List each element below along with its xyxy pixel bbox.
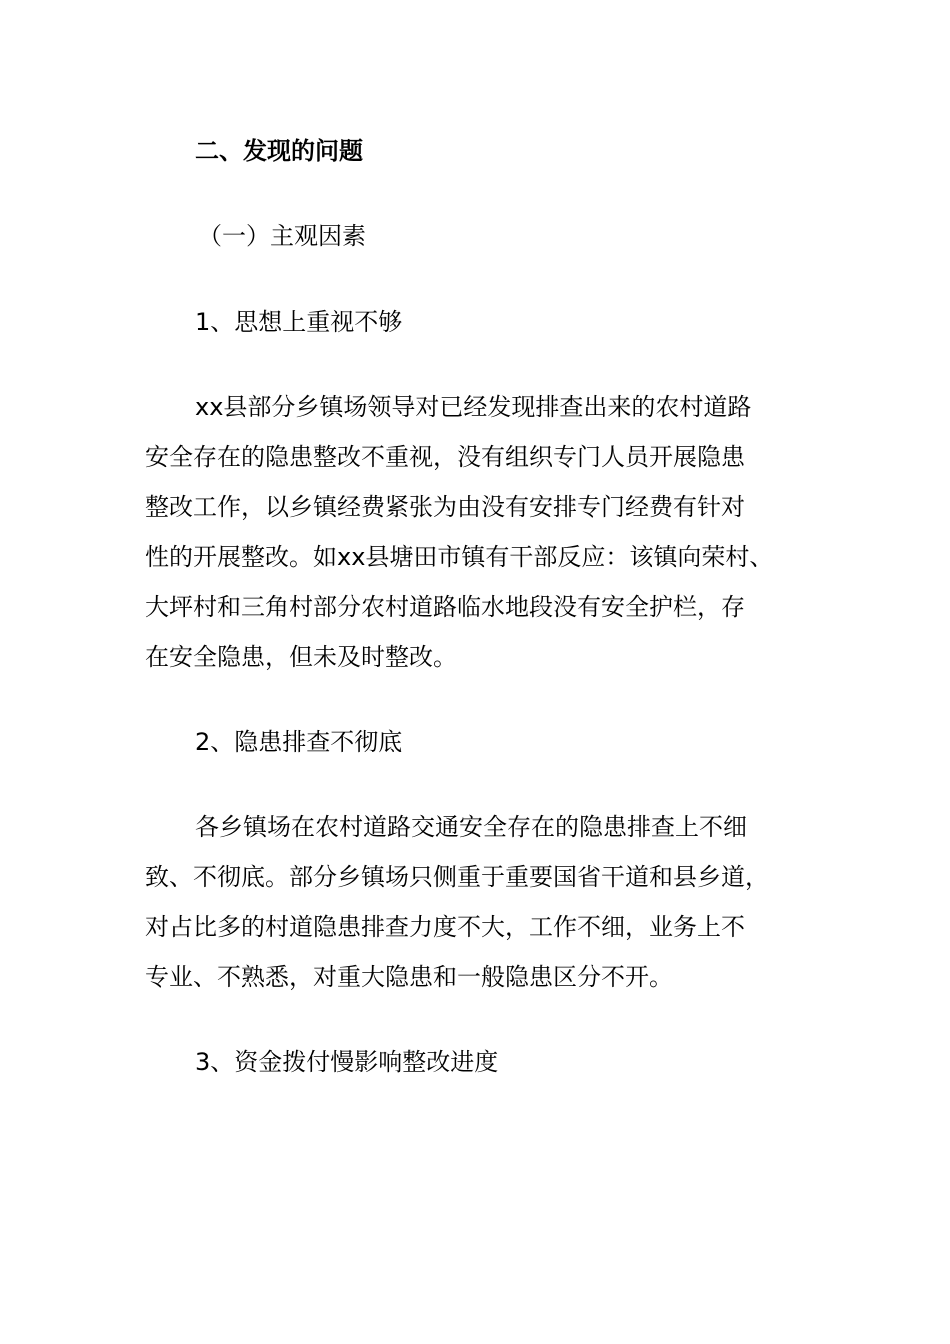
paragraph-line: 整改工作，以乡镇经费紧张为由没有安排专门经费有针对 (145, 493, 745, 521)
paragraph-line: 安全存在的隐患整改不重视，没有组织专门人员开展隐患 (145, 443, 745, 471)
paragraph-line: 专业、不熟悉，对重大隐患和一般隐患区分不开。 (145, 963, 673, 991)
item1-heading: 1、思想上重视不够 (195, 308, 403, 336)
paragraph-line: 各乡镇场在农村道路交通安全存在的隐患排查上不细 (195, 813, 747, 841)
paragraph-line: 性的开展整改。如xx县塘田市镇有干部反应：该镇向荣村、 (145, 543, 774, 571)
section-heading: 二、发现的问题 (195, 137, 363, 165)
paragraph-line: 大坪村和三角村部分农村道路临水地段没有安全护栏，存 (145, 593, 745, 621)
subsection-heading: （一）主观因素 (198, 222, 366, 250)
paragraph-line: xx县部分乡镇场领导对已经发现排查出来的农村道路 (195, 393, 752, 421)
item3-heading: 3、资金拨付慢影响整改进度 (195, 1048, 499, 1076)
paragraph-line: 对占比多的村道隐患排查力度不大，工作不细，业务上不 (145, 913, 745, 941)
paragraph-line: 致、不彻底。部分乡镇场只侧重于重要国省干道和县乡道， (145, 863, 769, 891)
paragraph-line: 在安全隐患，但未及时整改。 (145, 643, 457, 671)
item2-heading: 2、隐患排查不彻底 (195, 728, 403, 756)
